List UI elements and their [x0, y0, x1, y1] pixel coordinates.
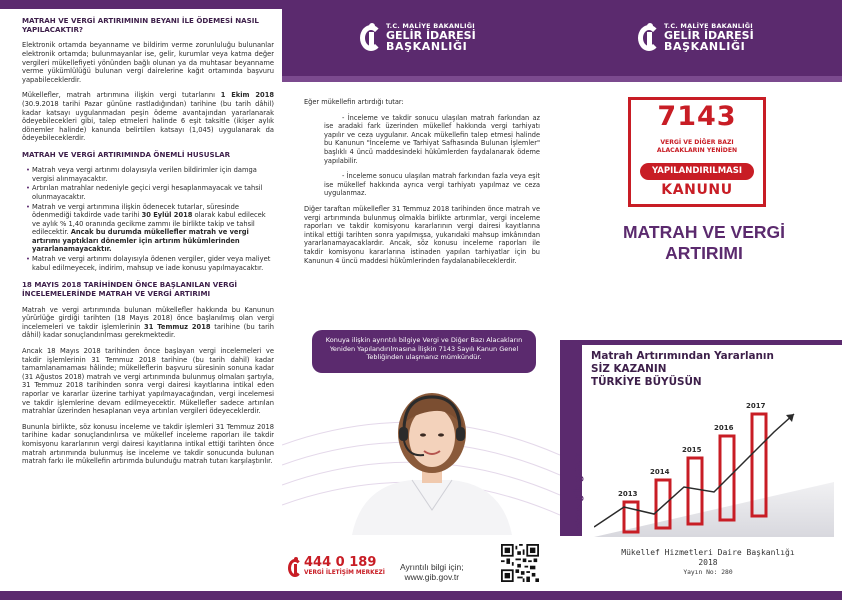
growth-year-label: 2016 — [714, 424, 734, 432]
important-list — [22, 166, 274, 272]
bottom-stripe — [0, 591, 282, 600]
promo-line2: SİZ KAZANIN — [591, 363, 667, 375]
growth-year-label: 2017 — [746, 402, 766, 410]
logo-name-2: BAŞKANLIĞI — [664, 40, 746, 53]
department-info — [590, 548, 826, 577]
badge-line1: VERGİ VE DİĞER BAZI — [660, 139, 734, 146]
call-center-agent-illustration — [342, 385, 522, 535]
logo-ministry: T.C. MALİYE BAKANLIĞI — [386, 22, 475, 30]
growth-year-label: 2015 — [682, 446, 702, 454]
heading-declaration: MATRAH VE VERGİ ARTIRIMININ BEYANI İLE ÖDEMESİ NASIL YAPILACAKTIR? — [22, 16, 259, 35]
logo-name-2: BAŞKANLIĞI — [386, 40, 468, 53]
list-item: • Matrah ve vergi artırımına ilişkin ödenecek tutarlar, süresinde ödenmediği takdirde vade tarihi 30 Eylül 2018 olarak kabul edilecek ve aylık % 1,40 oranında gecikme zammı ile birlikte takip ve tahsil edilecektir. Ancak bu durumda mükellefler matrah ve vergi artırımı yaptıkları dönemler için artırım hükümlerinden yararlanamayacaktır. — [26, 203, 274, 255]
law-7143-badge — [628, 97, 766, 207]
more-info — [400, 562, 464, 582]
publication-no: Yayın No: 280 — [683, 569, 733, 576]
logo-ministry: T.C. MALİYE BAKANLIĞI — [664, 22, 753, 30]
gib-logo — [360, 22, 476, 52]
paragraph-electronic: Elektronik ortamda beyanname ve bildirim verme zorunluluğu bulunanlar elektronik ortamda; bulunmayanlar ise, gelir, kurumlar veya katma değer vergileri mükellefiyeti yönünden bağlı olunan ya da muhtasar beyanname verme yükümlülüğü bulunan vergi dairelerine kağıt ortamında başvuru yapabileceklerdir. — [22, 41, 274, 84]
info-callout: Konuya ilişkin ayrıntılı bilgiye Vergi ve Diğer Bazı Alacakların Yeniden Yapılandırılmasına İlişkin 7143 Sayılı Kanun Genel Tebliğinden ulaşmanız mümkündür. — [312, 330, 536, 373]
top-stripe — [0, 0, 282, 9]
qr-code-icon[interactable] — [501, 544, 539, 582]
paragraph-incomplete: Ancak 18 Mayıs 2018 tarihinden önce başlayan vergi incelemeleri ve takdir işlemlerinin 31 Temmuz 2018 tarihine (bu tarih dahil) kadar tamamlanamaması hâlinde; mükelleflerin başvuru süresinin sonuna kadar (31 Ağustos 2018) matrah ve vergi artırımında bulunmuş olmaları şartıyla, 31 Temmuz 2018 tarihinden sonra vergi dairesi kayıtlarına intikal eden raporlar ve kararlar üzerine tarhiyat yapılmayacağından, vergi incelemesi ve takdir işlemlerine devam edilmeyecektir. Mükellefler sadece artırılan matrahlar üzerinden hesaplanan veya artırılan vergileri ödeyeceklerdir. — [22, 347, 274, 416]
intro-text: Eğer mükellefin artırdığı tutar: — [304, 98, 404, 106]
hotline-logo-icon — [288, 557, 302, 577]
middle-panel-text — [304, 98, 540, 272]
title-line1: MATRAH VE VERGİ — [622, 222, 786, 242]
title-line2: ARTIRIMI — [665, 243, 743, 263]
promo-line1: Matrah Artırımından Yararlanın — [591, 350, 774, 362]
dept-year: 2018 — [698, 558, 718, 567]
hotline-number: 444 0 189 — [304, 555, 377, 570]
dept-name: Mükellef Hizmetleri Daire Başkanlığı — [621, 548, 795, 557]
promo-url: www.gib.gov.tr — [572, 452, 584, 530]
brochure-title — [590, 222, 818, 264]
badge-number: 7143 — [657, 101, 737, 132]
growth-year-label: 2014 — [650, 468, 670, 476]
list-item: • Artırılan matrahlar nedeniyle geçici vergi hesaplanmayacak ve tahsil olunmayacaktır. — [26, 184, 274, 201]
header-accent — [560, 76, 842, 82]
badge-pill: YAPILANDIRILMASI — [640, 163, 754, 180]
case-more: - İnceleme sonucu ulaşılan matrah farkından fazla veya eşit ise mükellef hakkında ayrıca vergi tarhiyatı yapılmaz ve ceza uygulanmaz. — [324, 172, 540, 198]
growth-year-label: 2013 — [618, 490, 638, 498]
hotline-label: VERGİ İLETİŞİM MERKEZİ — [304, 570, 385, 576]
paragraph-inspections: Matrah ve vergi artırımında bulunan mükellefler hakkında bu Kanunun yürürlüğe girdiği tarihten (18 Mayıs 2018) önce başlanılmış olan vergi incelemeleri ve takdir işlemlerinin 31 Temmuz 2018 tarihine (bu tarih dâhil) kadar sonuçlandırılması gerekmektedir. — [22, 305, 274, 340]
gib-logo-icon — [360, 22, 382, 52]
more-info-label: Ayrıntılı bilgi için; — [400, 562, 464, 572]
promo-line3: TÜRKİYE BÜYÜSÜN — [591, 376, 702, 388]
right-panel — [560, 0, 842, 600]
heading-may-18: 18 MAYIS 2018 TARİHİNDEN ÖNCE BAŞLANILAN VERGİ İNCELEMELERİNDE MATRAH VE VERGİ ARTIRIMI — [22, 280, 238, 299]
logo-name: GELİR İDARESİ — [386, 29, 476, 42]
paragraph-comparison: Bununla birlikte, söz konusu inceleme ve takdir işlemleri 31 Temmuz 2018 tarihine kadar sonuçlandırılırsa ve mükellef inceleme raporları ile takdir komisyonu kararlarının vergi dairesi kayıtlarına intikal ettiği tarihten önce matrah artırımında bulunmuş ise inceleme ve takdir sonucunda bulunan matrah farkı ile mükellefin artırımda bulunduğu matrah tutarı karşılaştırılır. — [22, 422, 274, 466]
more-info-url[interactable]: www.gib.gov.tr — [404, 572, 460, 582]
paragraph-other: Diğer taraftan mükellefler 31 Temmuz 2018 tarihinden önce matrah ve vergi artırımında bulunmuş olmakla birlikte artırımlar, vergi inceleme raporları ve takdir komisyonu kararlarının vergi dairesi kayıtlarına intikal ettiği tarihten sonra yapılmışsa, yukarıdaki mahsup imkânından yararlanamayacaklardır. Ancak, söz konusu inceleme raporları ile takdir komisyonu kararlarına istinaden yapılan tarhiyatlar için bu Kanunun 4 üncü maddesi hükümlerinden faydalanabileceklerdir. — [304, 204, 540, 265]
header-accent — [282, 76, 560, 82]
middle-panel — [282, 0, 560, 600]
case-less: - İnceleme ve takdir sonucu ulaşılan matrah farkından az ise aradaki fark üzerinden mükellef hakkında vergi tarhiyatı yapılır ve ceza uygulanır. Ancak mükellefin talep etmesi halinde bu Kanunun "İnceleme ve Tarhiyat Safhasında Bulunan İşlemler" başlıklı 4 üncü maddesindeki hükümlerden faydalanarak ödeme yapılabilir. — [324, 113, 540, 165]
promo-block — [560, 340, 842, 546]
bottom-stripe — [560, 591, 842, 600]
list-item: • Matrah veya vergi artırımı dolayısıyla verilen bildirimler için damga vergisi alınmayacaktır. — [26, 166, 274, 183]
left-panel-text — [22, 16, 274, 473]
growth-chart-illustration — [594, 392, 834, 537]
gib-logo — [638, 22, 754, 52]
paragraph-payment: Mükellefler, matrah artırımına ilişkin vergi tutarlarını 1 Ekim 2018 (30.9.2018 tarihi Pazar gününe rastladığından) tarihine (bu tarih dâhil) kadar katsayı uygulanmadan peşin ödeme avantajından yararlanarak ödeyebilecekleri gibi, talep etmeleri halinde 6 eşit taksitle (ikişer aylık dönemler halinde) kanunda belirtilen katsayı (1,045) uygulanarak da ödeyebileceklerdir. — [22, 91, 274, 143]
logo-name: GELİR İDARESİ — [664, 29, 754, 42]
bottom-stripe — [282, 591, 560, 600]
left-panel — [0, 0, 282, 600]
list-item: • Matrah ve vergi artırımı dolayısıyla ödenen vergiler, gider veya maliyet kabul edilmeyecek, indirim, mahsup ve iade konusu yapılmayacaktır. — [26, 255, 274, 272]
heading-important: MATRAH VE VERGİ ARTIRIMINDA ÖNEMLİ HUSUSLAR — [22, 149, 231, 159]
badge-kanun: KANUNU — [661, 182, 733, 198]
badge-line2: ALACAKLARIN YENİDEN — [656, 147, 738, 154]
hotline — [288, 556, 385, 577]
gib-logo-icon — [638, 22, 660, 52]
